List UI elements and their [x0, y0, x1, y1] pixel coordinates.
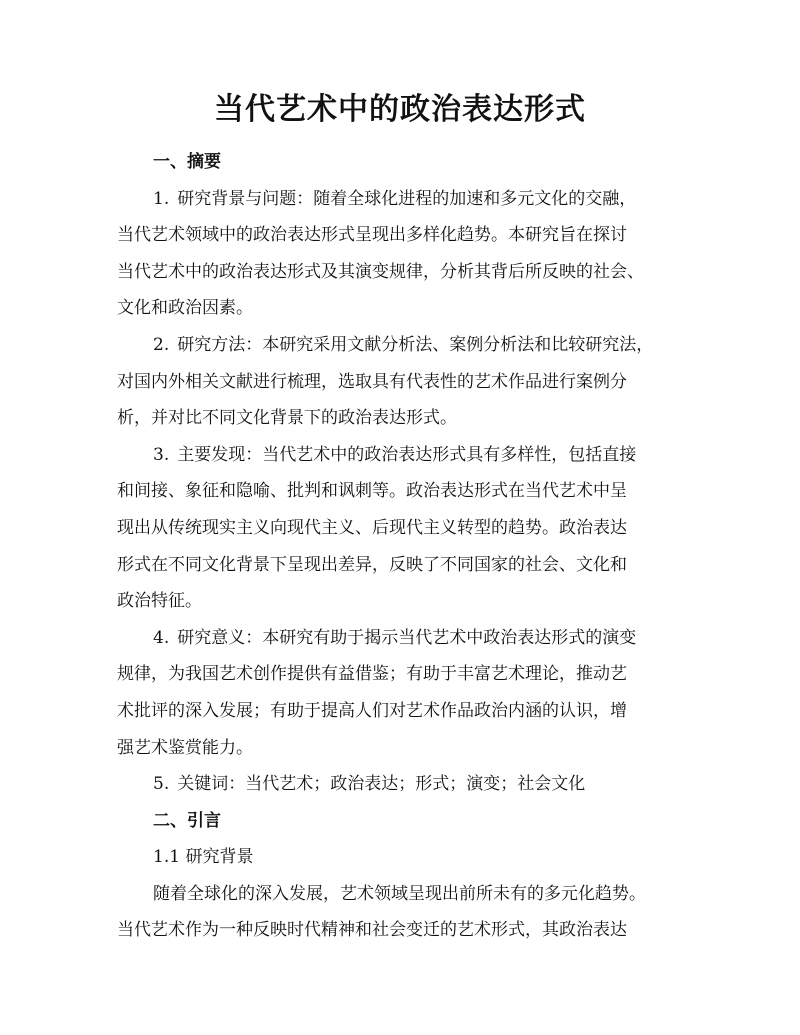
- paragraph-number: 3.: [153, 444, 170, 465]
- paragraph-1-line-2: 当代艺术领域中的政治表达形式呈现出多样化趋势。本研究旨在探讨: [117, 225, 627, 246]
- paragraph-3-line-2: 和间接、象征和隐喻、批判和讽刺等。政治表达形式在当代艺术中呈: [117, 481, 627, 502]
- paragraph-number: 4.: [153, 627, 170, 648]
- paragraph-text: 研究背景与问题：随着全球化进程的加速和多元文化的交融，: [177, 188, 637, 209]
- paragraph-1-line-4: 文化和政治因素。: [117, 298, 253, 319]
- paragraph-text: 主要发现：当代艺术中的政治表达形式具有多样性，包括直接: [177, 444, 637, 465]
- intro-line-2: 当代艺术作为一种反映时代精神和社会变迁的艺术形式，其政治表达: [117, 920, 627, 941]
- section-heading-abstract: 一、摘要: [153, 152, 221, 172]
- section-heading-introduction: 二、引言: [153, 810, 221, 831]
- paragraph-3-line-3: 现出从传统现实主义向现代主义、后现代主义转型的趋势。政治表达: [117, 517, 627, 538]
- paragraph-2-line-1: [117, 327, 683, 364]
- paragraph-2-line-3: 析，并对比不同文化背景下的政治表达形式。: [117, 408, 457, 429]
- paragraph-number: 1.: [153, 188, 170, 209]
- paragraph-text: 研究意义：本研究有助于揭示当代艺术中政治表达形式的演变: [177, 627, 637, 648]
- paragraph-text: 关键词：当代艺术；政治表达；形式；演变；社会文化: [177, 774, 586, 795]
- document-title: 当代艺术中的政治表达形式: [214, 92, 586, 127]
- paragraph-4-line-1: [117, 620, 683, 657]
- paragraph-4-line-2: 规律，为我国艺术创作提供有益借鉴；有助于丰富艺术理论，推动艺: [117, 664, 627, 685]
- intro-line-1: 随着全球化的深入发展，艺术领域呈现出前所未有的多元化趋势。: [153, 883, 646, 904]
- document-body: [117, 144, 683, 949]
- paragraph-5-line-1: [117, 766, 683, 803]
- paragraph-2-line-2: 对国内外相关文献进行梳理，选取具有代表性的艺术作品进行案例分: [117, 371, 627, 392]
- paragraph-number: 5.: [153, 774, 170, 795]
- paragraph-4-line-3: 术批评的深入发展；有助于提高人们对艺术作品政治内涵的认识，增: [117, 700, 627, 721]
- paragraph-1-line-3: 当代艺术中的政治表达形式及其演变规律，分析其背后所反映的社会、: [117, 261, 644, 282]
- paragraph-text: 研究方法：本研究采用文献分析法、案例分析法和比较研究法，: [177, 334, 654, 355]
- paragraph-number: 2.: [153, 334, 170, 355]
- paragraph-1-line-1: [117, 181, 683, 218]
- paragraph-3-line-4: 形式在不同文化背景下呈现出差异，反映了不同国家的社会、文化和: [117, 554, 627, 575]
- paragraph-4-line-4: 强艺术鉴赏能力。: [117, 737, 253, 758]
- paragraph-3-line-1: [117, 437, 683, 474]
- paragraph-3-line-5: 政治特征。: [117, 591, 202, 612]
- subsection-heading-research-background: 1.1 研究背景: [153, 847, 254, 868]
